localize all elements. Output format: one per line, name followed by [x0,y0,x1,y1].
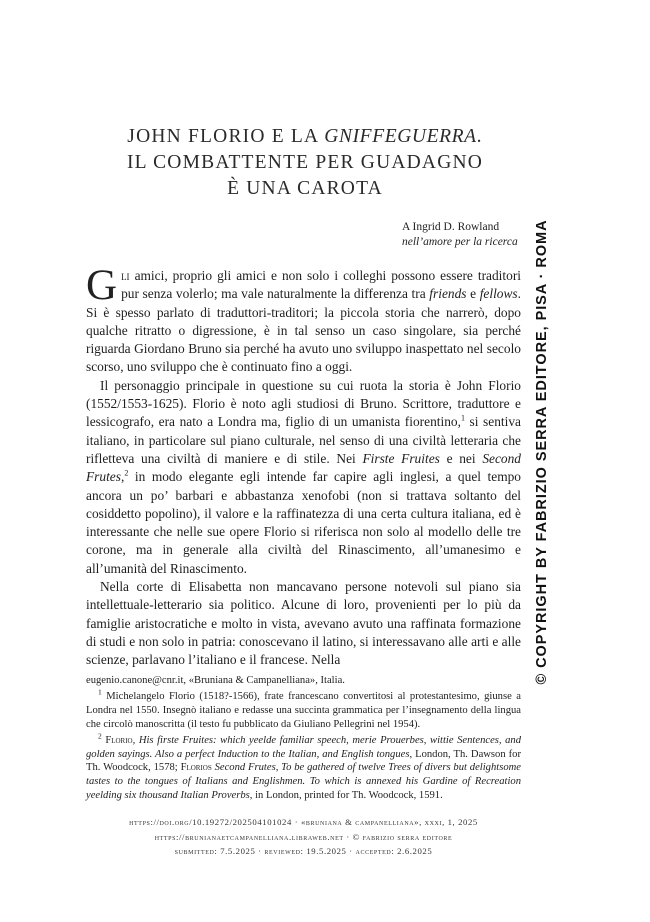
author-affiliation: eugenio.canone@cnr.it, «Bruniana & Campanelliana», Italia. [86,675,345,686]
footnote-1-number: 1 [98,687,102,697]
italic-second-frutes: Second Frutes [86,450,521,485]
footnote-2-text-1: , London, Th. Dawson for Th. Woodcock, 1578; [86,748,521,774]
copyright-sidebar [528,212,556,692]
italic-firste-fruites: Firste Fruites [362,450,440,466]
opening-small-caps: li [121,268,130,283]
title-line-1 [90,124,520,150]
article-body [86,262,522,670]
footnote-2 [86,731,521,804]
paragraph-2-text-c: e nei [439,450,483,466]
copyright-text: © COPYRIGHT BY FABRIZIO SERRA EDITORE, PISA · ROMA [534,219,550,685]
dedication-line-2: nell’amore per la ricerca [402,236,518,248]
footnote-2-text-2: , in London, printed for Th. Woodcock, 1591. [249,790,443,802]
title-italic-word: GNIFFEGUERRA [324,126,477,147]
publication-footer [86,815,521,859]
footnote-ref-1[interactable]: 1 [460,413,465,423]
paragraph-1-text-a: amici, proprio gli amici e non solo i colleghi possono essere traditori pur senza volerlo; ma vale naturalmente la differenza tra [121,268,521,302]
paragraph-1 [86,262,522,377]
submission-dates: submitted: 7.5.2025 · reviewed: 19.5.2025 · accepted: 2.6.2025 [174,846,433,856]
paragraph-2-text-a: Il personaggio principale in questione su cui ruota la storia è John Florio (1552/1553-1625). Florio è noto agli studiosi di Bruno. Scrittore, traduttore e lessicografo, era nato a Londra ma, figlio di un umanista fiorentino, [86,377,521,430]
italic-friends: friends [429,286,467,302]
footnote-2-title-2: Second Frutes, To be gathered of twelve Trees of divers but delightsome tastes to the tongues of Italians and Englishmen. To which is annexed his Gardine of Recreation yeelding six thousand Italian Proverbs [86,762,521,802]
footnote-ref-2[interactable]: 2 [124,468,129,478]
footnote-2-title-1: , His firste Fruites: which yeelde familiar speech, merie Prouerbes, wittie Sentences, and golden sayings. Also a perfect Induction to the Italian, and English tongues [86,734,521,760]
title-line-1-start: JOHN FLORIO E LA [127,126,325,147]
drop-cap: G [86,262,118,309]
website-line[interactable]: https://brunianaetcampanelliana.libraweb.net · © fabrizio serra editore [154,831,453,842]
footnote-2-author-1: Florio [101,734,133,746]
paragraph-2-text-d: , [120,469,125,485]
article-title [90,124,520,202]
paragraph-2-text-b: si sentiva italiano, in particolare sul piano culturale, nel senso di una civiltà letteraria che riflettevа una civiltà di maniere e di stile. Nei [86,414,521,466]
paragraph-2 [86,377,521,578]
doi-line[interactable]: https://doi.org/10.19272/202504101024 · «bruniana & campanelliana», xxxi, 1, 2025 [129,817,478,827]
footnote-2-author-2: Florios [180,762,212,774]
paragraph-1-text-b: e [466,286,480,302]
title-line-1-end: . [476,126,483,147]
italic-fellows: fellows [479,286,518,302]
footnote-1-text: Michelangelo Florio (1518?-1566), frate francescano convertitosi al protestantesimo, giunse a Londra nel 1550. Insegnò italiano e redasse una succinta grammatica per l’insegnamento della lingua che circolò manoscritta (il testo fu pubblicato da Giuliano Pellegrini nel 1954). [86,690,521,730]
paragraph-2-text-e: in modo elegante egli intende far capire agli inglesi, a quel tempo ancora un po’ barbari e abbastanza xenofobi (non si trattava soltanto del cosiddetto popolino), il valore e la raffinatezza di una certa cultura italiana, ed è interessante che nelle sue opere Florio si riferisca non solo al modello delle tre corone, ma in generale alla civiltà del Rinascimento, all’umanesimo e all’umanità del Rinascimento. [86,469,521,576]
title-line-2: IL COMBATTENTE PER GUADAGNO [126,152,484,173]
dedication-line-1: A Ingrid D. Rowland [402,221,500,233]
paragraph-3: Nella corte di Elisabetta non mancavano persone notevoli sul piano sia intellettuale-letterario sia politico. Alcune di loro, provenienti per lo più da famiglie aristocratiche e molto in vista, avevano avuto una raffinata formazione di studi e non solo in patria: conoscevano il latino, si interessavano alle arti e alle scienze, parlavano l’italiano e il francese. Nella [86,579,521,668]
dedication [402,220,518,250]
footnote-2-number: 2 [98,731,102,741]
title-line-3: È UNA CAROTA [227,178,383,199]
footnotes [86,674,521,805]
footnote-1 [86,687,521,732]
paragraph-1-text-c: . Si è spesso parlato di traduttori-traditori; la piccola storia che narrerò, dopo qualche ritratto o digressione, è in tal senso un caso singolare, sia perché riguarda Giordano Bruno sia perché ha avuto uno sviluppo inaspettato nel secolo scorso, uno sviluppo che è continuato fino a oggi. [86,286,522,375]
